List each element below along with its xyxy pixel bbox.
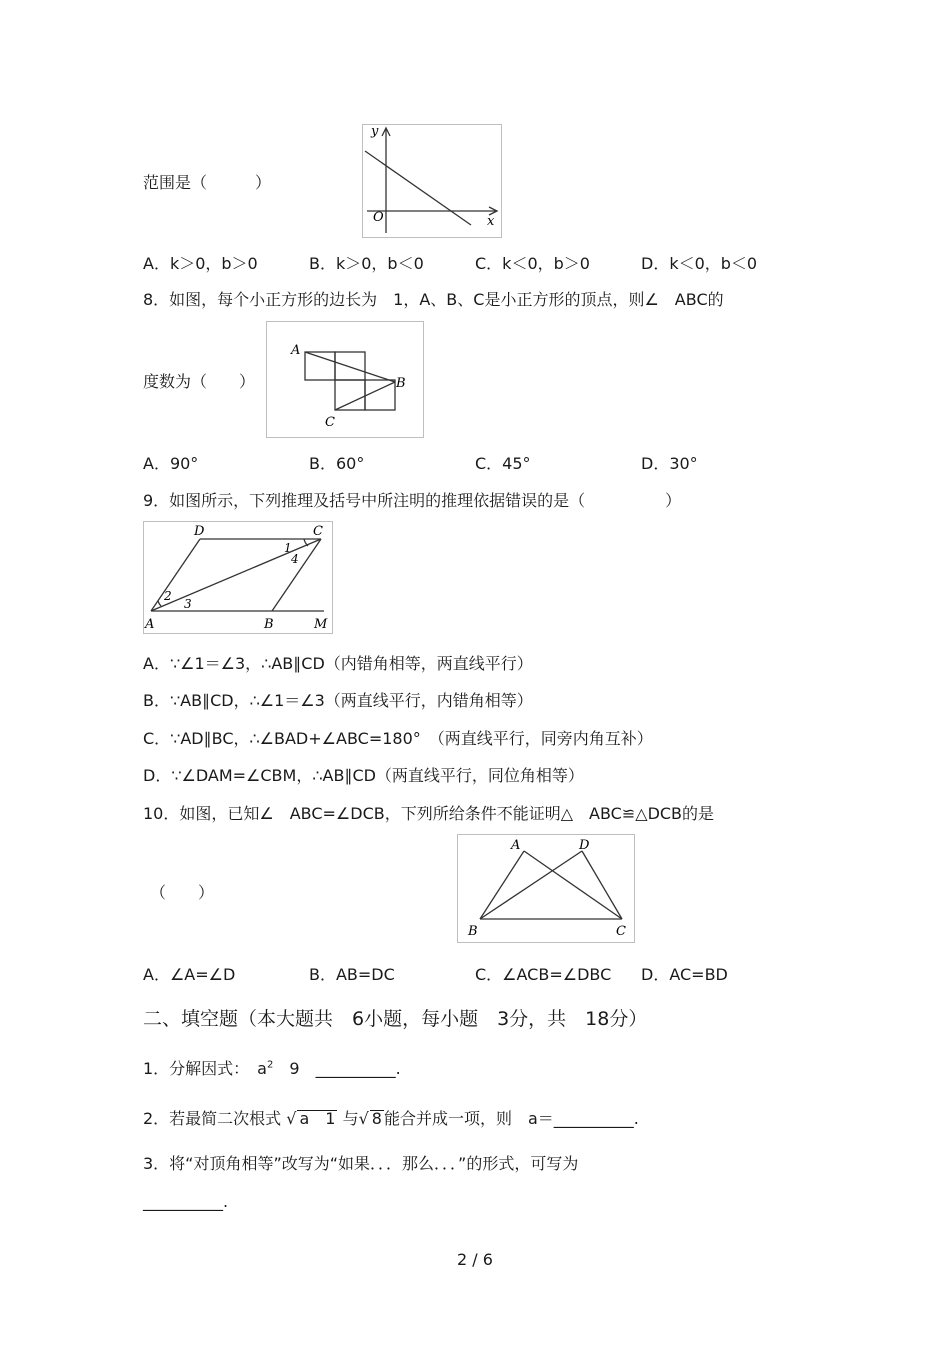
q7-option-d: D．k＜0，b＜0 [641,254,758,273]
section-fill-in-title: 二、填空题（本大题共 6小题，每小题 3分，共 18分） [143,1008,648,1030]
fill-q2-prefix: 2．若最简二次根式 [143,1109,282,1128]
q9-angle-2-label: 2 [164,589,172,603]
q8-point-c-label: C [325,415,335,430]
q8-grid-figure [266,321,424,438]
q8-option-d: D．30° [641,454,698,473]
q10-triangles-figure [457,834,635,943]
q10-point-c-label: C [616,924,626,939]
q7-option-b: B．k＞0，b＜0 [309,254,424,273]
fill-q3-blank: __________ [143,1192,223,1211]
q10-option-c: C．∠ACB=∠DBC [475,965,612,984]
fill-q1-mid: 9 [273,1059,316,1078]
radical-sign-icon: √ [358,1109,369,1128]
fill-q1-exponent: 2 [267,1059,274,1071]
q8-option-c: C．45° [475,454,531,473]
q8-option-b: B．60° [309,454,365,473]
q9-option-c: C．∵AD∥BC，∴∠BAD+∠ABC=180° （两直线平行，同旁内角互补） [143,729,653,748]
q9-point-m-label: M [314,617,328,632]
q10-point-d-label: D [579,838,590,853]
fill-q1-blank: __________ [315,1059,396,1078]
q9-point-d-label: D [194,524,205,539]
q9-parallelogram-figure [143,521,333,634]
q10-option-d: D．AC=BD [641,965,728,984]
q7-line-graph-figure [362,124,502,238]
q8-point-a-label: A [291,343,301,358]
q9-point-c-label: C [313,524,323,539]
fill-q2-end: . [633,1109,639,1128]
q10-option-a: A．∠A=∠D [143,965,236,984]
q9-point-a-label: A [145,617,155,632]
fill-q3-answer [143,1192,228,1211]
q7-option-c: C．k＜0，b＞0 [475,254,590,273]
q10-point-a-label: A [511,838,521,853]
fill-q2-radicand-1: a 1 [299,1109,336,1128]
radical-sign-icon: √ [286,1109,297,1128]
q8-stem-tail: 度数为（ ） [143,372,256,391]
fill-q2-radicand-2: 8 [371,1109,382,1128]
q9-angle-4-label: 4 [291,552,299,566]
fill-q2-suffix: 能合并成一项，则 a＝ [383,1109,554,1128]
q10-stem-tail: （ ） [150,883,215,902]
q9-option-d: D．∵∠DAM=∠CBM，∴AB∥CD（两直线平行，同位角相等） [143,766,584,785]
fill-q1-prefix: 1．分解因式： a [143,1059,267,1078]
fill-q1 [143,1056,401,1079]
q8-stem: 8．如图，每个小正方形的边长为 1，A、B、C是小正方形的顶点，则∠ ABC的 [143,290,724,309]
q9-angle-3-label: 3 [184,597,192,611]
q7-option-a: A．k＞0，b＞0 [143,254,258,273]
q9-option-b: B．∵AB∥CD，∴∠1＝∠3（两直线平行，内错角相等） [143,691,533,710]
fill-q2-blank: __________ [553,1109,634,1128]
q9-point-b-label: B [264,617,274,632]
q10-stem: 10．如图，已知∠ ABC=∠DCB，下列所给条件不能证明△ ABC≌△DCB的是 [143,804,715,823]
q10-option-b: B．AB=DC [309,965,395,984]
page-number: 2 / 6 [457,1250,493,1269]
fill-q3-text: 3．将“对顶角相等”改写为“如果．．．那么．．．”的形式，可写为 [143,1154,579,1173]
q8-point-b-label: B [396,376,406,391]
q7-origin-label: O [373,210,384,225]
q9-angle-1-label: 1 [284,541,292,555]
fill-q1-end: . [395,1059,401,1078]
q7-x-axis-label: x [487,214,495,229]
q7-stem-tail: 范围是（ ） [143,173,272,192]
fill-q2-mid: 与 [342,1109,359,1128]
q9-stem: 9．如图所示，下列推理及括号中所注明的推理依据错误的是（ ） [143,491,682,510]
q8-option-a: A．90° [143,454,199,473]
fill-q3-end: . [223,1192,229,1211]
q7-y-axis-label: y [371,125,379,139]
q9-option-a: A．∵∠1＝∠3，∴AB∥CD（内错角相等，两直线平行） [143,654,533,673]
fill-q2 [143,1106,639,1129]
q10-point-b-label: B [468,924,478,939]
